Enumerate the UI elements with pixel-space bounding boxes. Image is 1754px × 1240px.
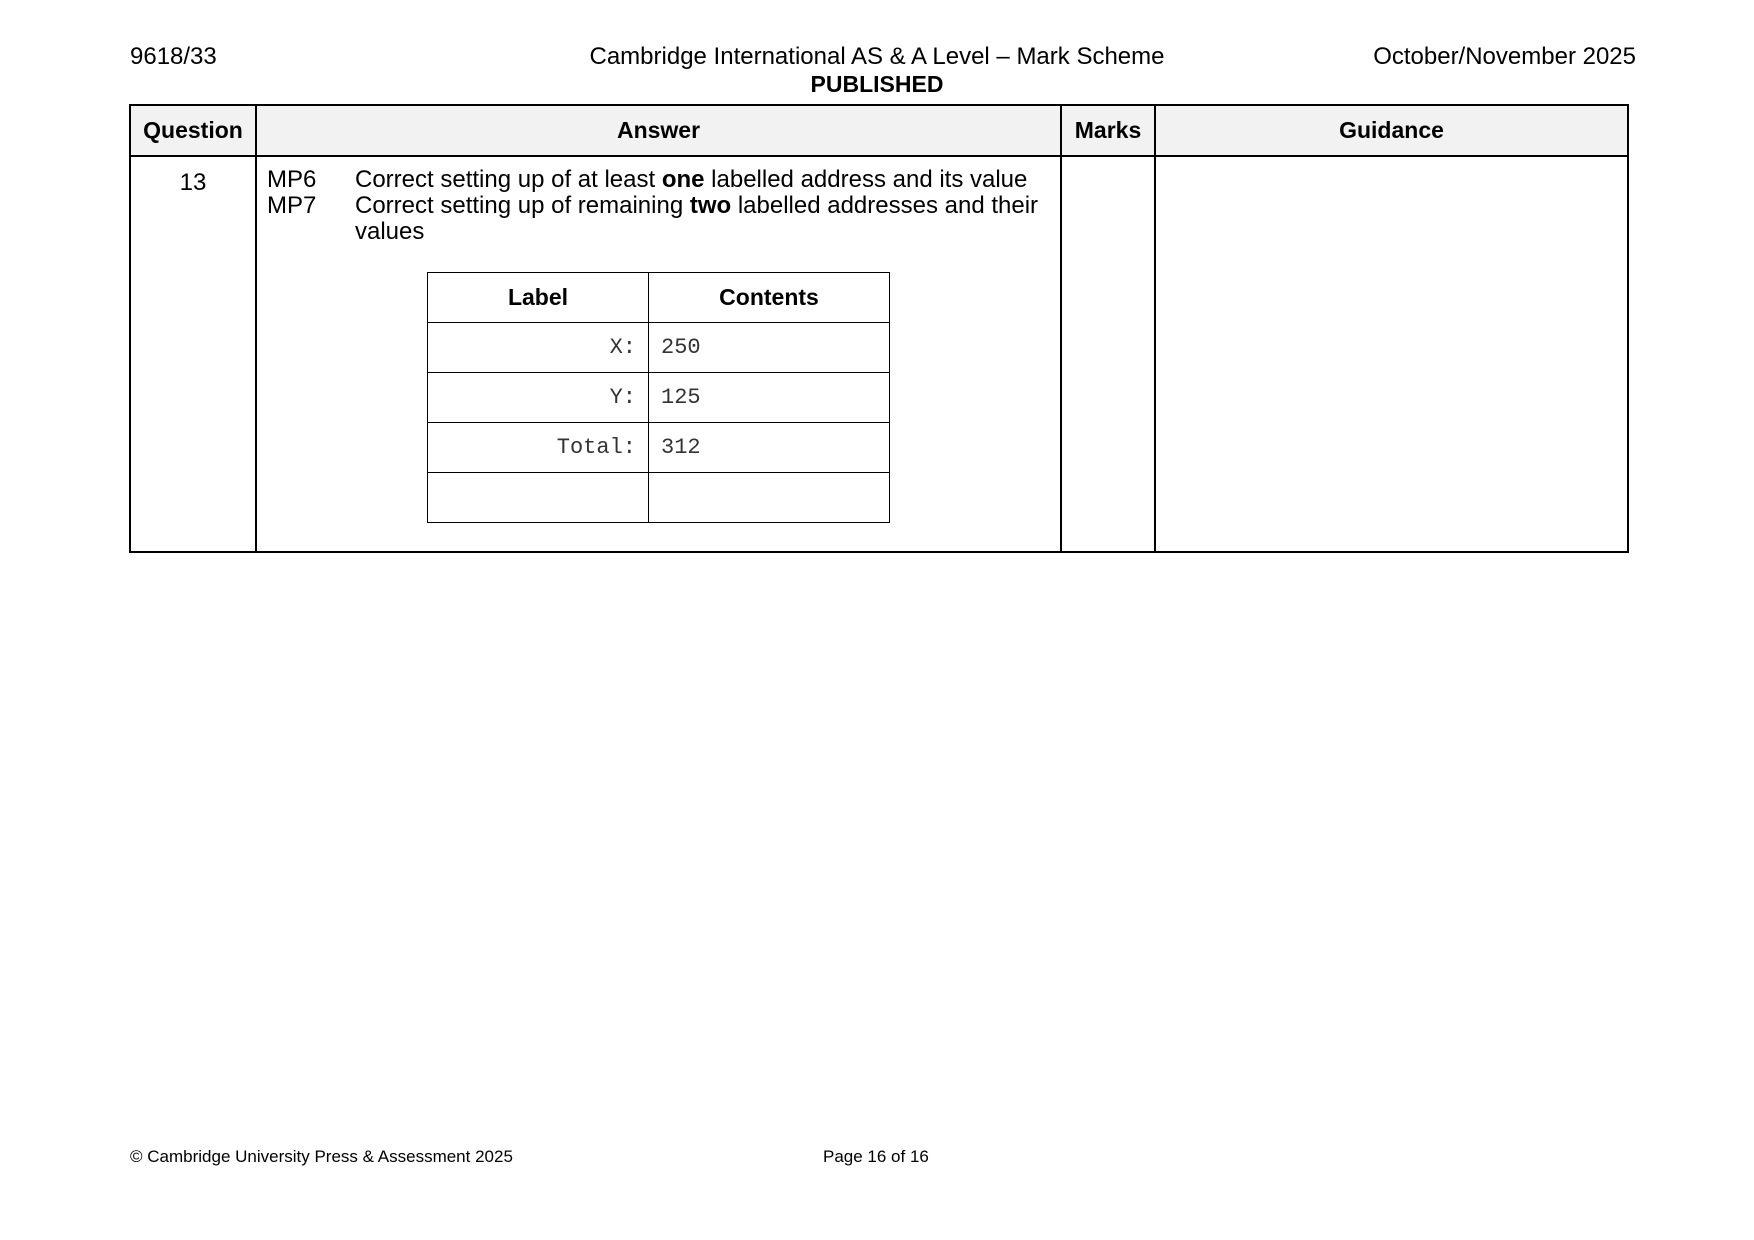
column-header-marks: Marks: [1061, 105, 1155, 156]
document-title: Cambridge International AS & A Level – Mark Scheme: [589, 43, 1165, 70]
copyright-notice: © Cambridge University Press & Assessment 2025: [130, 1147, 513, 1166]
marking-point-text-part: Correct setting up of remaining: [355, 192, 690, 219]
inner-header-label: Label: [428, 273, 649, 323]
mark-scheme-table: [129, 104, 1629, 553]
column-header-guidance: Guidance: [1155, 105, 1628, 156]
marking-point-text-part: labelled addresses and their values: [355, 192, 1039, 245]
label-cell: Y:: [428, 373, 649, 423]
contents-cell: [649, 473, 890, 523]
table-row: [130, 156, 1628, 552]
table-row: [428, 373, 890, 423]
label-cell: X:: [428, 323, 649, 373]
question-number: 13: [130, 156, 256, 552]
marking-point-code: MP7: [267, 192, 317, 219]
label-contents-table: [427, 272, 890, 523]
table-row: [428, 473, 890, 523]
marking-point-emphasis: one: [661, 166, 705, 193]
table-row: [428, 323, 890, 373]
marking-point-text-part: Correct setting up of at least: [355, 166, 662, 193]
inner-header-contents: Contents: [649, 273, 890, 323]
paper-code: 9618/33: [130, 43, 217, 70]
table-header-row: [130, 105, 1628, 156]
marking-point-text-part: labelled address and its value: [704, 166, 1028, 193]
guidance-cell: [1155, 156, 1628, 552]
inner-header-row: [428, 273, 890, 323]
exam-session: October/November 2025: [1373, 43, 1636, 70]
marking-point-text: [355, 167, 1065, 193]
marking-point-code: MP6: [267, 166, 317, 193]
table-row: [428, 423, 890, 473]
contents-cell: 312: [649, 423, 890, 473]
published-label: PUBLISHED: [810, 71, 944, 97]
contents-cell: 125: [649, 373, 890, 423]
column-header-answer: Answer: [256, 105, 1061, 156]
answer-cell: [256, 156, 1061, 552]
page-number: Page 16 of 16: [823, 1147, 929, 1166]
marking-point-text: [355, 193, 1065, 245]
marking-point-emphasis: two: [689, 192, 732, 219]
contents-cell: 250: [649, 323, 890, 373]
column-header-question: Question: [130, 105, 256, 156]
label-cell: [428, 473, 649, 523]
label-cell: Total:: [428, 423, 649, 473]
marks-cell: [1061, 156, 1155, 552]
